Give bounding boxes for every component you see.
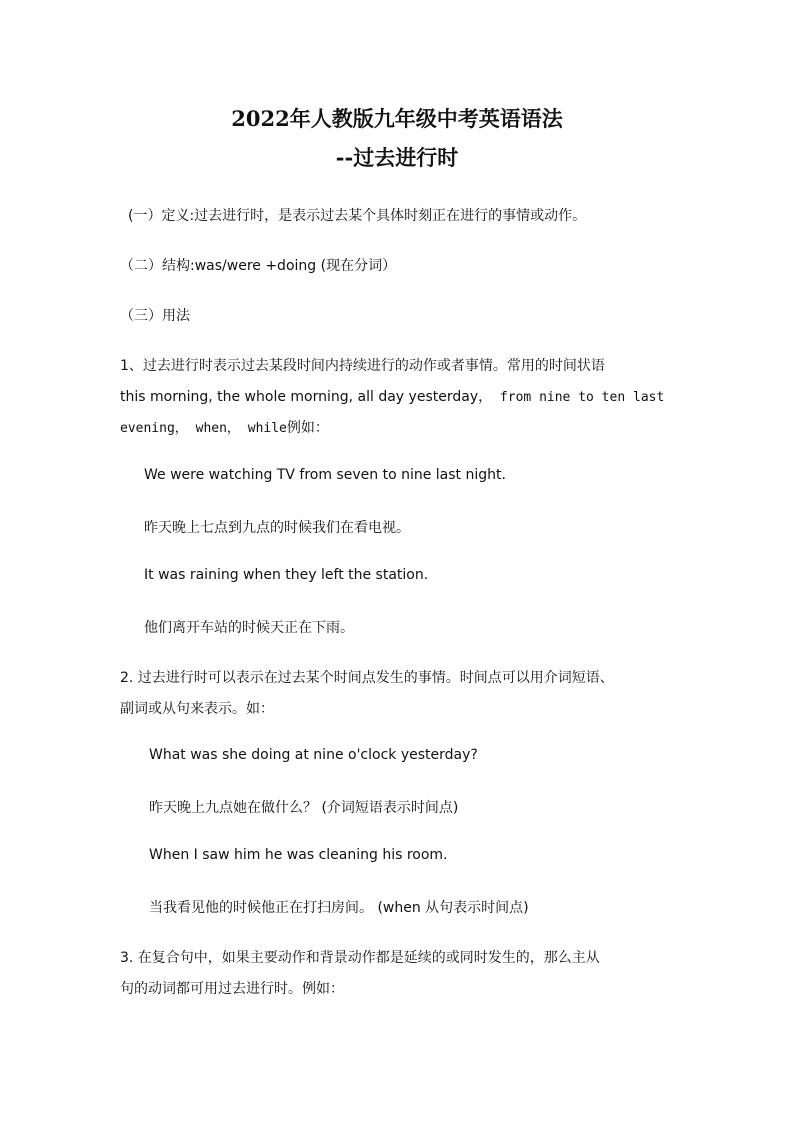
usage1-example2-english: It was raining when they left the station. (144, 567, 429, 583)
usage1-example2-chinese: 他们离开车站的时候天正在下雨。 (144, 620, 354, 636)
usage2-example2-english: When I saw him he was cleaning his room. (149, 847, 448, 863)
usage1-line3-text: 例如： (286, 420, 329, 436)
usage2-line2: 副词或从句来表示。如： (120, 701, 274, 717)
usage2-example1-chinese: 昨天晚上九点她在做什么？ (介词短语表示时间点) (149, 800, 459, 816)
usage3-line1: 3. 在复合句中，如果主要动作和背景动作都是延续的或同时发生的，那么主从 (120, 950, 600, 966)
document-subtitle: --过去进行时 (335, 145, 459, 170)
usage1-line3-mono: evening， when， while (120, 421, 287, 436)
usage3-line2: 句的动词都可用过去进行时。例如： (120, 981, 344, 997)
usage1-line2-mono: from nine to ten last (492, 390, 665, 405)
section-structure: （二）结构:was/were +doing (现在分词） (120, 258, 397, 274)
document-title: 2022年人教版九年级中考英语语法 (231, 106, 563, 131)
usage1-line2 (120, 386, 664, 406)
usage2-line1: 2. 过去进行时可以表示在过去某个时间点发生的事情。时间点可以用介词短语、 (120, 670, 614, 686)
section-usage-heading: （三）用法 (120, 308, 190, 324)
usage2-example1-english: What was she doing at nine o'clock yesterday? (149, 747, 478, 763)
usage1-line2-text: this morning, the whole morning, all day yesterday， (120, 389, 493, 405)
usage2-example2-chinese: 当我看见他的时候他正在打扫房间。 (when 从句表示时间点) (149, 900, 529, 916)
usage1-example1-english: We were watching TV from seven to nine last night. (144, 467, 506, 483)
section-definition: (一）定义:过去进行时，是表示过去某个具体时刻正在进行的事情或动作。 (128, 208, 587, 224)
usage1-example1-chinese: 昨天晚上七点到九点的时候我们在看电视。 (144, 520, 410, 536)
usage1-line3 (120, 417, 329, 437)
usage1-line1: 1、过去进行时表示过去某段时间内持续进行的动作或者事情。常用的时间状语 (120, 358, 605, 374)
